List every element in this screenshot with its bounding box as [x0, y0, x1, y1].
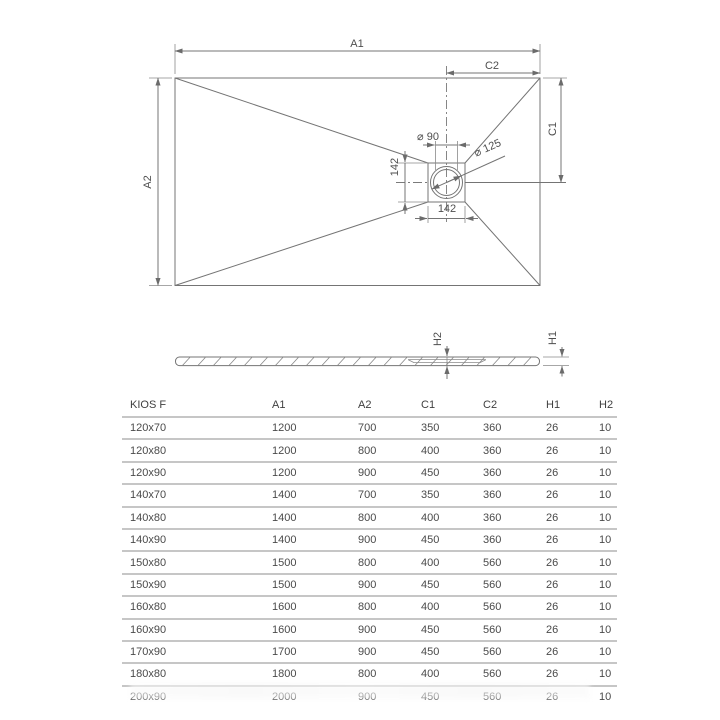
- c1-cell: 400: [421, 601, 440, 614]
- table-row: [122, 619, 617, 641]
- h1-cell: 26: [546, 511, 559, 524]
- a1-cell: 1400: [272, 511, 297, 524]
- h1-cell: 26: [546, 578, 559, 591]
- a1-cell: 1600: [272, 623, 297, 636]
- c2-cell: 360: [483, 466, 502, 479]
- a2-cell: 900: [358, 646, 377, 659]
- h2-cell: 10: [599, 578, 612, 591]
- a2-cell: 700: [358, 489, 377, 502]
- drain-centerlines: [396, 66, 447, 222]
- h1-cell: 26: [546, 466, 559, 479]
- a1-cell: 1400: [272, 489, 297, 502]
- h2-cell: 10: [599, 422, 612, 435]
- table-row: [122, 641, 617, 663]
- h1-cell: 26: [546, 534, 559, 547]
- a2-cell: 800: [358, 668, 377, 681]
- c2-dimension-label: C2: [484, 60, 500, 72]
- table-row: [122, 529, 617, 551]
- dia125-leader-line: [432, 156, 505, 189]
- c2-cell: 360: [483, 444, 502, 457]
- h2-cell: 10: [599, 690, 612, 703]
- c1-cell: 400: [421, 444, 440, 457]
- a2-cell: 700: [358, 422, 377, 435]
- a1-cell: 1600: [272, 601, 297, 614]
- table-row: [122, 507, 617, 529]
- slope-lines: [175, 78, 540, 286]
- c1-cell: 350: [421, 422, 440, 435]
- table-row: [122, 574, 617, 596]
- a1-cell: 1500: [272, 578, 297, 591]
- size-cell: 120x80: [130, 444, 167, 457]
- column-header-c1: C1: [421, 399, 436, 411]
- size-cell: 120x70: [130, 422, 167, 435]
- h2-cell: 10: [599, 444, 612, 457]
- plan-view: [142, 38, 567, 286]
- size-cell: 140x70: [130, 489, 167, 502]
- c1-cell: 450: [421, 466, 440, 479]
- h1-cell: 26: [546, 444, 559, 457]
- c1-cell: 400: [421, 668, 440, 681]
- dia125-dimension-label: ⌀ 125: [472, 137, 504, 160]
- a1-cell: 1200: [272, 466, 297, 479]
- h2-cell: 10: [599, 601, 612, 614]
- a1-cell: 1400: [272, 534, 297, 547]
- c2-cell: 560: [483, 646, 502, 659]
- column-header-h1: H1: [546, 399, 561, 411]
- a2-cell: 900: [358, 623, 377, 636]
- h2-cell: 10: [599, 511, 612, 524]
- h1-extension-lines: [543, 357, 569, 366]
- c2-cell: 560: [483, 601, 502, 614]
- h2-cell: 10: [599, 489, 612, 502]
- a1-cell: 1200: [272, 422, 297, 435]
- a2-cell: 800: [358, 444, 377, 457]
- table-row: [122, 462, 617, 484]
- h1-cell: 26: [546, 646, 559, 659]
- size-cell: 160x90: [130, 623, 167, 636]
- a1-cell: 1500: [272, 556, 297, 569]
- a2-dimension-label: A2: [142, 175, 154, 189]
- a1-cell: 1200: [272, 444, 297, 457]
- h2-cell: 10: [599, 466, 612, 479]
- table-row: [122, 551, 617, 573]
- c1-cell: 450: [421, 623, 440, 636]
- h1-dimension-label: H1: [547, 330, 559, 346]
- h1-cell: 26: [546, 601, 559, 614]
- dia90-dimension-label: ⌀ 90: [417, 131, 439, 143]
- h2-cell: 10: [599, 668, 612, 681]
- c2-cell: 560: [483, 623, 502, 636]
- c2-cell: 560: [483, 668, 502, 681]
- h2-dimension-label: H2: [432, 331, 444, 347]
- side-profile-view: [166, 331, 569, 379]
- size-cell: 150x90: [130, 578, 167, 591]
- v142-dimension-label: 142: [389, 157, 401, 177]
- c2-cell: 360: [483, 511, 502, 524]
- h1-cell: 26: [546, 623, 559, 636]
- table-header-row: [122, 394, 617, 417]
- c2-cell: 360: [483, 489, 502, 502]
- c1-dimension-label: C1: [547, 121, 559, 137]
- a2-cell: 900: [358, 578, 377, 591]
- h2-cell: 10: [599, 534, 612, 547]
- c1-cell: 450: [421, 578, 440, 591]
- h1-cell: 26: [546, 489, 559, 502]
- a2-cell: 800: [358, 601, 377, 614]
- size-cell: 160x80: [130, 601, 167, 614]
- size-cell: 180x80: [130, 668, 167, 681]
- c1-cell: 450: [421, 646, 440, 659]
- c1-cell: 400: [421, 511, 440, 524]
- c2-cell: 360: [483, 534, 502, 547]
- table-row: [122, 596, 617, 618]
- a1-cell: 1800: [272, 668, 297, 681]
- c2-cell: 360: [483, 422, 502, 435]
- a2-cell: 800: [358, 556, 377, 569]
- a2-cell: 800: [358, 511, 377, 524]
- h2-cell: 10: [599, 556, 612, 569]
- tray-outline: [175, 78, 540, 286]
- h2-cell: 10: [599, 623, 612, 636]
- column-header-a2: A2: [358, 399, 372, 411]
- column-header-model: KIOS F: [130, 399, 167, 411]
- column-header-h2: H2: [599, 399, 614, 411]
- h1-cell: 26: [546, 422, 559, 435]
- h1-cell: 26: [546, 556, 559, 569]
- size-table-body: [122, 417, 617, 707]
- size-table: [122, 394, 617, 707]
- c2-cell: 560: [483, 556, 502, 569]
- column-header-c2: C2: [483, 399, 498, 411]
- h2-cell: 10: [599, 646, 612, 659]
- a2-cell: 900: [358, 534, 377, 547]
- c1-cell: 400: [421, 556, 440, 569]
- h142-dimension-label: 142: [437, 203, 457, 215]
- a2-cell: 900: [358, 466, 377, 479]
- size-cell: 140x90: [130, 534, 167, 547]
- table-row: [122, 484, 617, 506]
- c1-cell: 450: [421, 534, 440, 547]
- table-row: [122, 417, 617, 439]
- profile-hatching: [166, 356, 548, 366]
- size-cell: 170x90: [130, 646, 167, 659]
- table-row: [122, 439, 617, 461]
- h1-cell: 26: [546, 668, 559, 681]
- c2-cell: 560: [483, 578, 502, 591]
- size-cell: 120x90: [130, 466, 167, 479]
- a1-dimension-label: A1: [350, 38, 364, 50]
- column-header-a1: A1: [272, 399, 286, 411]
- faint-watermark: [130, 683, 590, 699]
- size-cell: 140x80: [130, 511, 167, 524]
- a1-cell: 1700: [272, 646, 297, 659]
- c1-cell: 350: [421, 489, 440, 502]
- size-cell: 150x80: [130, 556, 167, 569]
